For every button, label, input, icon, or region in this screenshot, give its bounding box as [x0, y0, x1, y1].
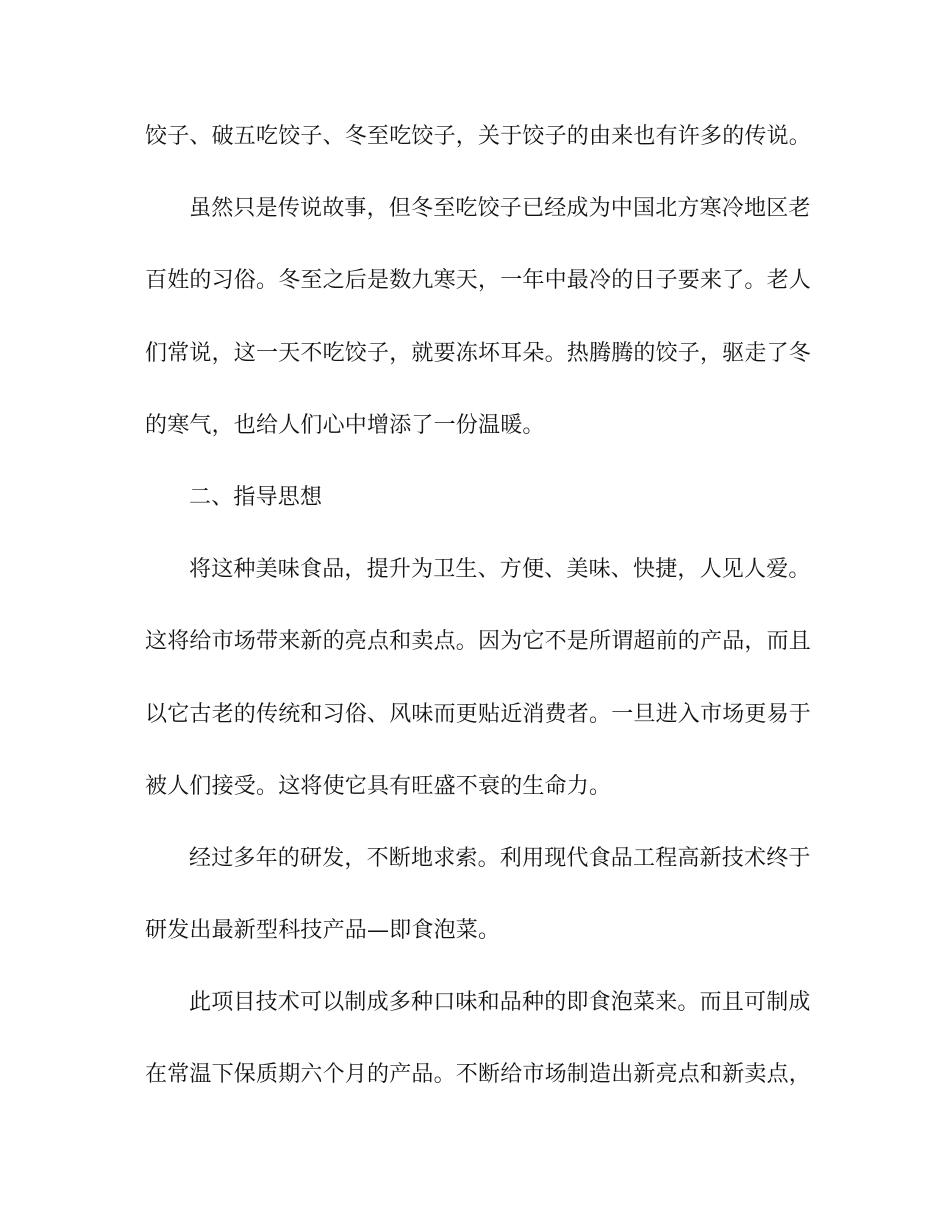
paragraph-line: 的寒气，也给人们心中增添了一份温暖。: [145, 412, 545, 438]
paragraph-line-continuation: 饺子、破五吃饺子、冬至吃饺子，关于饺子的由来也有许多的传说。: [145, 124, 812, 149]
paragraph-line: 将这种美味食品，提升为卫生、方便、美味、快捷，人见人爱。: [189, 557, 811, 583]
paragraph-line: 被人们接受。这将使它具有旺盛不衰的生命力。: [145, 773, 612, 799]
paragraph-line: 此项目技术可以制成多种口味和品种的即食泡菜来。而且可制成: [189, 990, 811, 1016]
paragraph-line: 虽然只是传说故事，但冬至吃饺子已经成为中国北方寒冷地区老: [189, 196, 811, 222]
paragraph-line: 以它古老的传统和习俗、风味而更贴近消费者。一旦进入市场更易于: [145, 701, 812, 727]
paragraph-line: 百姓的习俗。冬至之后是数九寒天，一年中最冷的日子要来了。老人: [145, 268, 812, 294]
section-heading: 二、指导思想: [189, 484, 323, 510]
paragraph-line: 这将给市场带来新的亮点和卖点。因为它不是所谓超前的产品，而且: [145, 629, 812, 655]
paragraph-line: 经过多年的研发，不断地求索。利用现代食品工程高新技术终于: [189, 845, 811, 871]
paragraph-line: 们常说，这一天不吃饺子，就要冻坏耳朵。热腾腾的饺子，驱走了冬: [145, 340, 812, 366]
body-text: [145, 119, 812, 1130]
paragraph-line: 在常温下保质期六个月的产品。不断给市场制造出新亮点和新卖点，: [145, 1062, 812, 1088]
paragraph-line: 研发出最新型科技产品—即食泡菜。: [145, 918, 501, 944]
